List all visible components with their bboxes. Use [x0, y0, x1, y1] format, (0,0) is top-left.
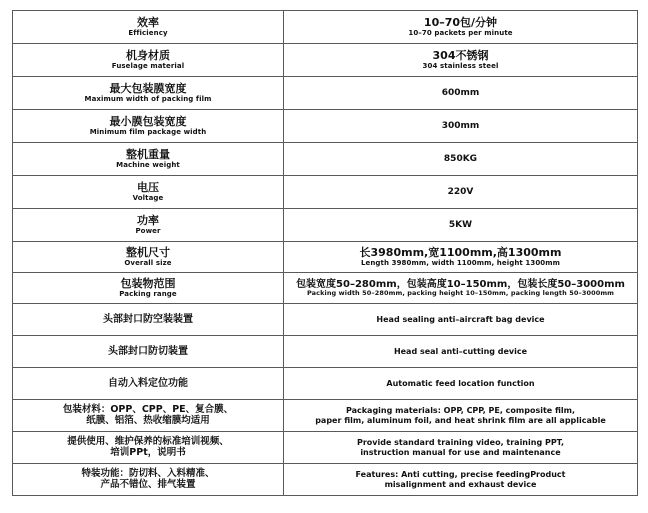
- spec-value-en: 304 stainless steel: [422, 62, 499, 71]
- table-row: [13, 44, 638, 77]
- spec-value-en: Length 3980mm, width 1100mm, height 1300mm: [360, 259, 561, 268]
- table-row: [13, 336, 638, 368]
- spec-key-zh: 包装材料：OPP、CPP、PE、复合膜、: [62, 403, 234, 415]
- spec-key: [13, 304, 284, 336]
- spec-key-zh: 机身材质: [126, 48, 170, 62]
- spec-value-text: Provide standard training video, training PPT,: [356, 437, 565, 447]
- spec-key: [13, 273, 284, 304]
- spec-value-text: Head sealing anti–aircraft bag device: [376, 314, 545, 324]
- spec-key: [13, 209, 284, 242]
- spec-key-zh: 特装功能：防切料、入料精准、: [81, 467, 215, 479]
- spec-key-zh: 整机重量: [126, 147, 170, 161]
- spec-key: [13, 143, 284, 176]
- spec-key: [13, 242, 284, 273]
- spec-key-zh: 整机尺寸: [126, 245, 170, 259]
- spec-value-text: 220V: [447, 186, 474, 197]
- spec-value: [284, 110, 638, 143]
- table-row: [13, 304, 638, 336]
- spec-key: [13, 400, 284, 432]
- spec-value: [284, 11, 638, 44]
- spec-key-en: Fuselage material: [111, 62, 185, 71]
- spec-value-text: 5KW: [448, 219, 473, 230]
- spec-key-zh: 包装物范围: [120, 276, 176, 290]
- table-row: [13, 77, 638, 110]
- table-row: [13, 368, 638, 400]
- spec-key-zh: 产品不错位、排气装置: [100, 478, 196, 490]
- table-row: [13, 242, 638, 273]
- spec-value: [284, 368, 638, 400]
- table-row: [13, 143, 638, 176]
- spec-value: [284, 464, 638, 496]
- spec-value-text: misalignment and exhaust device: [384, 479, 537, 489]
- spec-value-text: instruction manual for use and maintenance: [360, 447, 561, 457]
- spec-key-zh: 培训PPt，说明书: [110, 446, 186, 458]
- spec-value: [284, 336, 638, 368]
- spec-key: [13, 336, 284, 368]
- spec-value: [284, 242, 638, 273]
- spec-key-zh: 效率: [137, 15, 159, 29]
- spec-value: [284, 304, 638, 336]
- table-row: [13, 11, 638, 44]
- spec-key-en: Machine weight: [116, 161, 180, 170]
- table-row: [13, 110, 638, 143]
- spec-key-zh: 头部封口防切装置: [108, 345, 188, 357]
- spec-value-en: 10–70 packets per minute: [408, 29, 513, 38]
- spec-value-text: 600mm: [441, 87, 480, 98]
- spec-key-en: Minimum film package width: [89, 128, 207, 137]
- spec-value-text: Features: Anti cutting, precise feedingProduct: [355, 469, 566, 479]
- spec-value-text: Packaging materials: OPP, CPP, PE, composite film,: [345, 405, 576, 415]
- spec-value: [284, 77, 638, 110]
- spec-key: [13, 176, 284, 209]
- spec-key-zh: 电压: [137, 180, 159, 194]
- spec-key: [13, 464, 284, 496]
- spec-value: [284, 44, 638, 77]
- spec-value-text: Head seal anti–cutting device: [393, 346, 528, 356]
- spec-key-zh: 最大包装膜宽度: [109, 81, 187, 95]
- spec-value-text: 850KG: [443, 153, 478, 164]
- spec-value: [284, 273, 638, 304]
- spec-value-text: paper film, aluminum foil, and heat shrink film are all applicable: [315, 415, 606, 425]
- spec-value: [284, 432, 638, 464]
- spec-value: [284, 176, 638, 209]
- spec-value-text: Automatic feed location function: [386, 378, 535, 388]
- spec-key-zh: 纸膜、铝箔、热收缩膜均适用: [86, 414, 210, 426]
- table-row: [13, 273, 638, 304]
- spec-value-en: Packing width 50–280mm, packing height 10–150mm, packing length 50–3000mm: [306, 289, 615, 298]
- spec-key: [13, 11, 284, 44]
- spec-key-zh: 自动入料定位功能: [108, 377, 188, 389]
- spec-table: [12, 10, 638, 496]
- spec-key-zh: 最小膜包装宽度: [109, 114, 187, 128]
- spec-key: [13, 110, 284, 143]
- spec-key: [13, 44, 284, 77]
- spec-key-zh: 功率: [137, 213, 159, 227]
- table-row: [13, 464, 638, 496]
- spec-value-zh: 长3980mm,宽1100mm,高1300mm: [359, 245, 562, 259]
- spec-key-en: Maximum width of packing film: [84, 95, 212, 104]
- table-row: [13, 400, 638, 432]
- spec-value-zh: 10–70包/分钟: [423, 15, 498, 29]
- spec-key-en: Packing range: [119, 290, 177, 299]
- spec-key-zh: 提供使用、维护保养的标准培训视频、: [67, 435, 229, 447]
- spec-key-en: Efficiency: [128, 29, 168, 38]
- spec-key: [13, 432, 284, 464]
- spec-value-zh: 包装宽度50–280mm，包装高度10–150mm，包装长度50–3000mm: [296, 278, 625, 290]
- table-row: [13, 209, 638, 242]
- spec-value-text: 300mm: [441, 120, 480, 131]
- spec-value: [284, 209, 638, 242]
- spec-key-en: Overall size: [124, 259, 172, 268]
- table-row: [13, 176, 638, 209]
- spec-key-en: Voltage: [132, 194, 164, 203]
- spec-value: [284, 400, 638, 432]
- spec-key-zh: 头部封口防空装装置: [103, 313, 193, 325]
- spec-key-en: Power: [135, 227, 161, 236]
- spec-key: [13, 77, 284, 110]
- spec-key: [13, 368, 284, 400]
- spec-value: [284, 143, 638, 176]
- table-row: [13, 432, 638, 464]
- spec-value-zh: 304不锈钢: [432, 48, 489, 62]
